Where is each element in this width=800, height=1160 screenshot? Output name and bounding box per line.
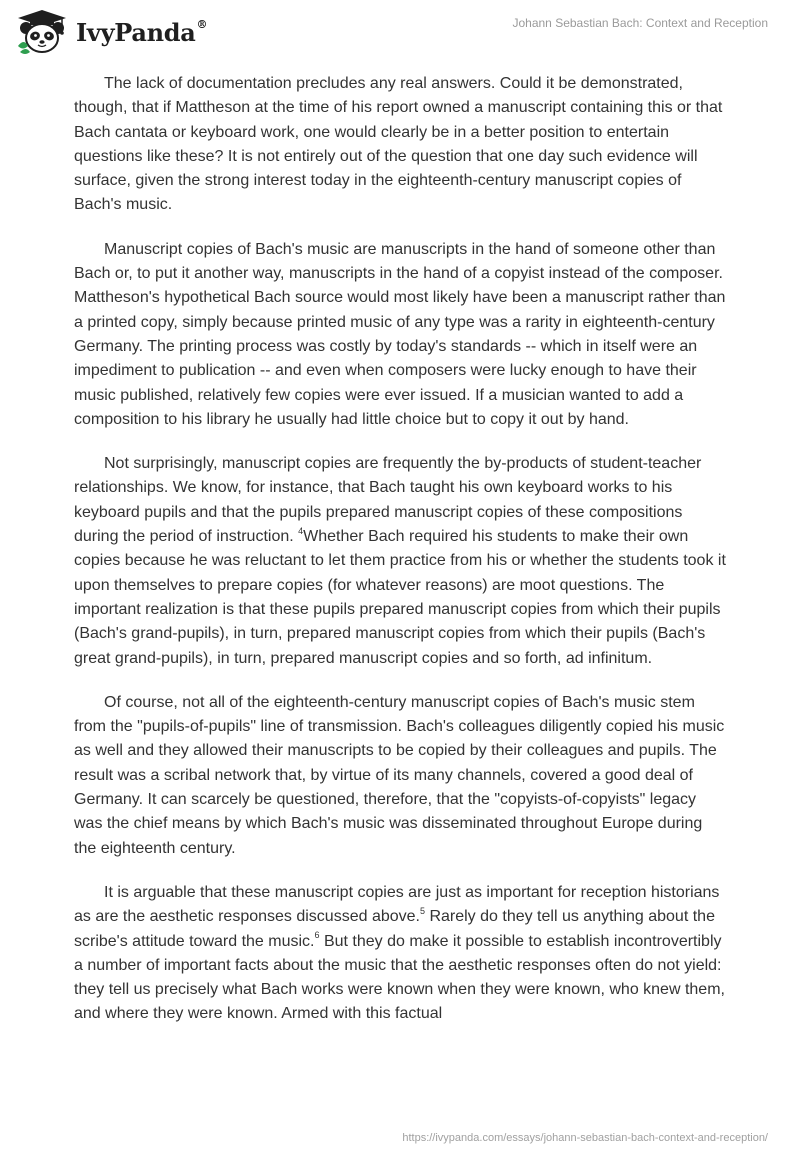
source-url[interactable]: https://ivypanda.com/essays/johann-sebastian-bach-context-and-reception/ xyxy=(402,1132,768,1144)
page-header xyxy=(0,0,800,70)
paragraph-5: It is arguable that these manuscript copies are just as important for reception historians as are the aesthetic responses discussed above.$^5$ Rarely do they tell us anything about the scribe's attitude toward the music.$^6$ But they do make it possible to establish incontrovertibly a number of important facts about the music that the aesthetic responses often do not yield: they tell us precisely what Bach works were known when they were known, who knew them, and where they were known. Armed with this factual xyxy=(74,883,725,1023)
essay-body xyxy=(74,72,726,1047)
footnote-ref-5[interactable]: 5 xyxy=(419,905,425,916)
paragraph-4: Of course, not all of the eighteenth-century manuscript copies of Bach's music stem from the "pupils-of-pupils" line of transmission. Bach's colleagues diligently copied his music as well and they allowed their manuscripts to be copied by their colleagues and pupils. The result was a scribal network that, by virtue of its many channels, covered a good deal of Germany. It can scarcely be questioned, therefore, that the "copyists-of-copyists" legacy was the chief means by which Bach's music was disseminated throughout Europe during the eighteenth century. xyxy=(74,693,725,857)
brand-logo[interactable] xyxy=(14,8,207,56)
brand-name: IvyPanda® xyxy=(76,17,208,47)
paragraph-2: Manuscript copies of Bach's music are manuscripts in the hand of someone other than Bach or, to put it another way, manuscripts in the hand of a copyist instead of the composer. Mattheson's hypothetical Bach source would most likely have been a manuscript rather than a printed copy, simply because printed music of any type was a rarity in eighteenth-century Germany. The printing process was costly by today's standards -- which in itself were an impediment to publication -- and even when composers were lucky enough to have their music published, relatively few copies were ever issued. If a musician wanted to add a composition to his library he usually had little choice but to copy it out by hand. xyxy=(74,240,726,428)
footnote-ref-6[interactable]: 6 xyxy=(314,930,320,941)
panda-graduate-icon xyxy=(14,8,70,56)
document-title: Johann Sebastian Bach: Context and Reception xyxy=(512,16,768,30)
paragraph-3: Not surprisingly, manuscript copies are frequently the by-products of student-teacher relationships. We know, for instance, that Bach taught his own keyboard works to his keyboard pupils and that the pupils prepared manuscript copies of these compositions during the period of instruction. $^4$Whether Bach required his students to make their own copies because he was reluctant to let them practice from his or whether the students took it upon themselves to prepare copies (for whatever reasons) are moot questions. The important realization is that these pupils prepared manuscript copies from which their pupils (Bach's grand-pupils), in turn, prepared manuscript copies from which their pupils (Bach's great grand-pupils), in turn, prepared manuscript copies and so forth, ad infinitum. xyxy=(74,455,726,667)
footnote-ref-4[interactable]: 4 xyxy=(298,525,304,536)
paragraph-1: The lack of documentation precludes any real answers. Could it be demonstrated, though, that if Mattheson at the time of his report owned a manuscript containing this or that Bach cantata or keyboard work, one would clearly be in a better position to entertain questions like these? It is not entirely out of the question that one day such evidence will surface, given the strong interest today in the eighteenth-century manuscript copies of Bach's music. xyxy=(74,75,723,214)
